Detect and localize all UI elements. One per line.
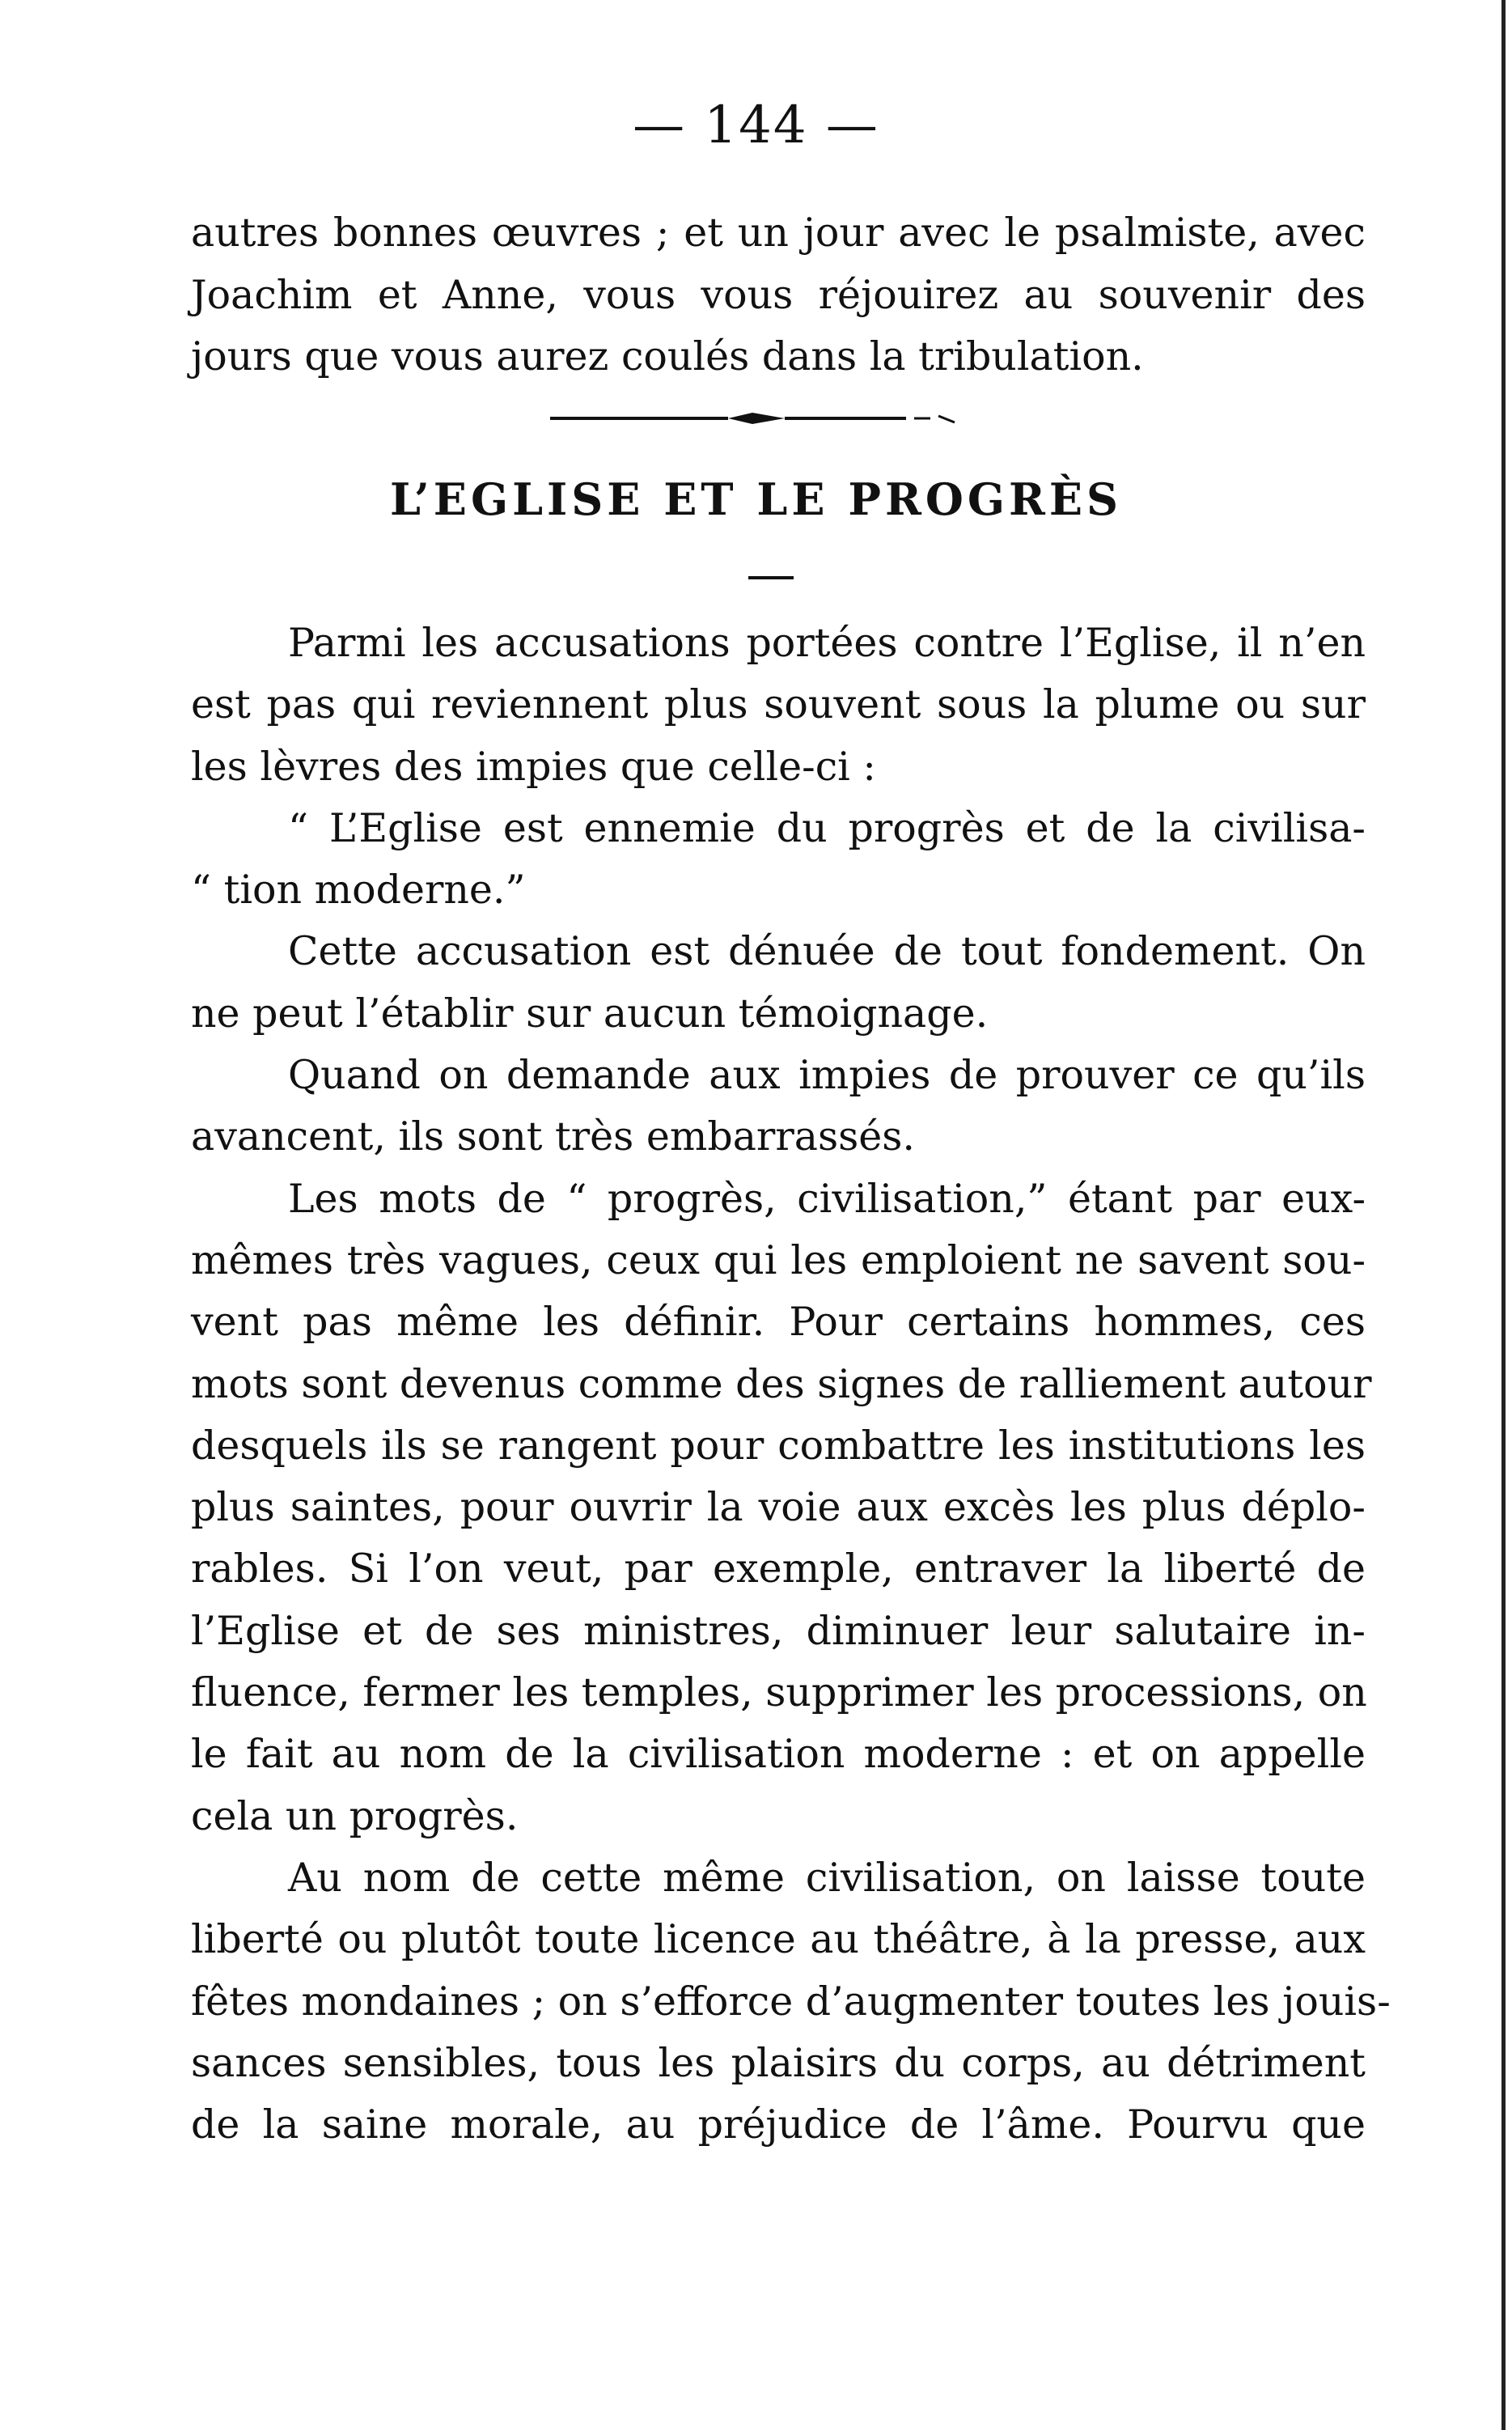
text-line: Les mots de “ progrès, civilisation,” étant par eux- bbox=[288, 1175, 1366, 1222]
text-line: sances sensibles, tous les plaisirs du corps, au détriment bbox=[191, 2039, 1366, 2086]
text-line: desquels ils se rangent pour combattre les institutions les bbox=[191, 1422, 1366, 1469]
text-line: Quand on demande aux impies de prouver ce qu’ils bbox=[288, 1052, 1366, 1099]
intro-paragraph bbox=[191, 202, 1366, 388]
text-line: est pas qui reviennent plus souvent sous la plume ou sur bbox=[191, 681, 1366, 728]
text-line: vent pas même les définir. Pour certains hommes, ces bbox=[191, 1299, 1366, 1346]
text-line: Joachim et Anne, vous vous réjouirez au souvenir des bbox=[191, 271, 1366, 318]
text-line: mêmes très vagues, ceux qui les emploient ne savent sou- bbox=[191, 1236, 1366, 1283]
text-line: avancent, ils sont très embarrassés. bbox=[191, 1113, 915, 1160]
ornament-divider bbox=[550, 406, 1003, 430]
quote-line: “ tion moderne.” bbox=[191, 867, 526, 914]
text-line: ne peut l’établir sur aucun témoignage. bbox=[191, 990, 989, 1037]
page-number: — 144 — bbox=[633, 95, 879, 155]
text-line: Cette accusation est dénuée de tout fondement. On bbox=[288, 928, 1366, 975]
text-line: rables. Si l’on veut, par exemple, entraver la liberté de bbox=[191, 1546, 1366, 1592]
text-line: les lèvres des impies que celle-ci : bbox=[191, 743, 876, 790]
text-line: liberté ou plutôt toute licence au théâtre, à la presse, aux bbox=[191, 1916, 1366, 1963]
text-line: mots sont devenus comme des signes de ralliement autour bbox=[191, 1360, 1372, 1407]
text-line: le fait au nom de la civilisation moderne : et on appelle bbox=[191, 1731, 1366, 1778]
text-line: de la saine morale, au préjudice de l’âme. Pourvu que bbox=[191, 2101, 1366, 2148]
text-line: plus saintes, pour ouvrir la voie aux excès les plus déplo- bbox=[191, 1484, 1366, 1531]
page-edge bbox=[1501, 0, 1506, 2430]
text-line: autres bonnes œuvres ; et un jour avec le psalmiste, avec bbox=[191, 210, 1366, 256]
quote-line: “ L’Eglise est ennemie du progrès et de la civilisa- bbox=[288, 804, 1366, 851]
text-line: jours que vous aurez coulés dans la tribulation. bbox=[191, 333, 1144, 380]
text-line: fêtes mondaines ; on s’efforce d’augmenter toutes les jouis- bbox=[191, 1978, 1391, 2025]
section-heading: L’EGLISE ET LE PROGRÈS bbox=[389, 473, 1123, 525]
main-text bbox=[191, 613, 1391, 2156]
text-line: Parmi les accusations portées contre l’Eglise, il n’en bbox=[288, 620, 1366, 666]
text-line: Au nom de cette même civilisation, on laisse toute bbox=[288, 1854, 1366, 1901]
text-line: l’Eglise et de ses ministres, diminuer leur salutaire in- bbox=[191, 1607, 1366, 1654]
text-line: cela un progrès. bbox=[191, 1792, 519, 1839]
text-line: fluence, fermer les temples, supprimer les processions, on bbox=[191, 1669, 1367, 1716]
heading-rule bbox=[748, 576, 794, 579]
